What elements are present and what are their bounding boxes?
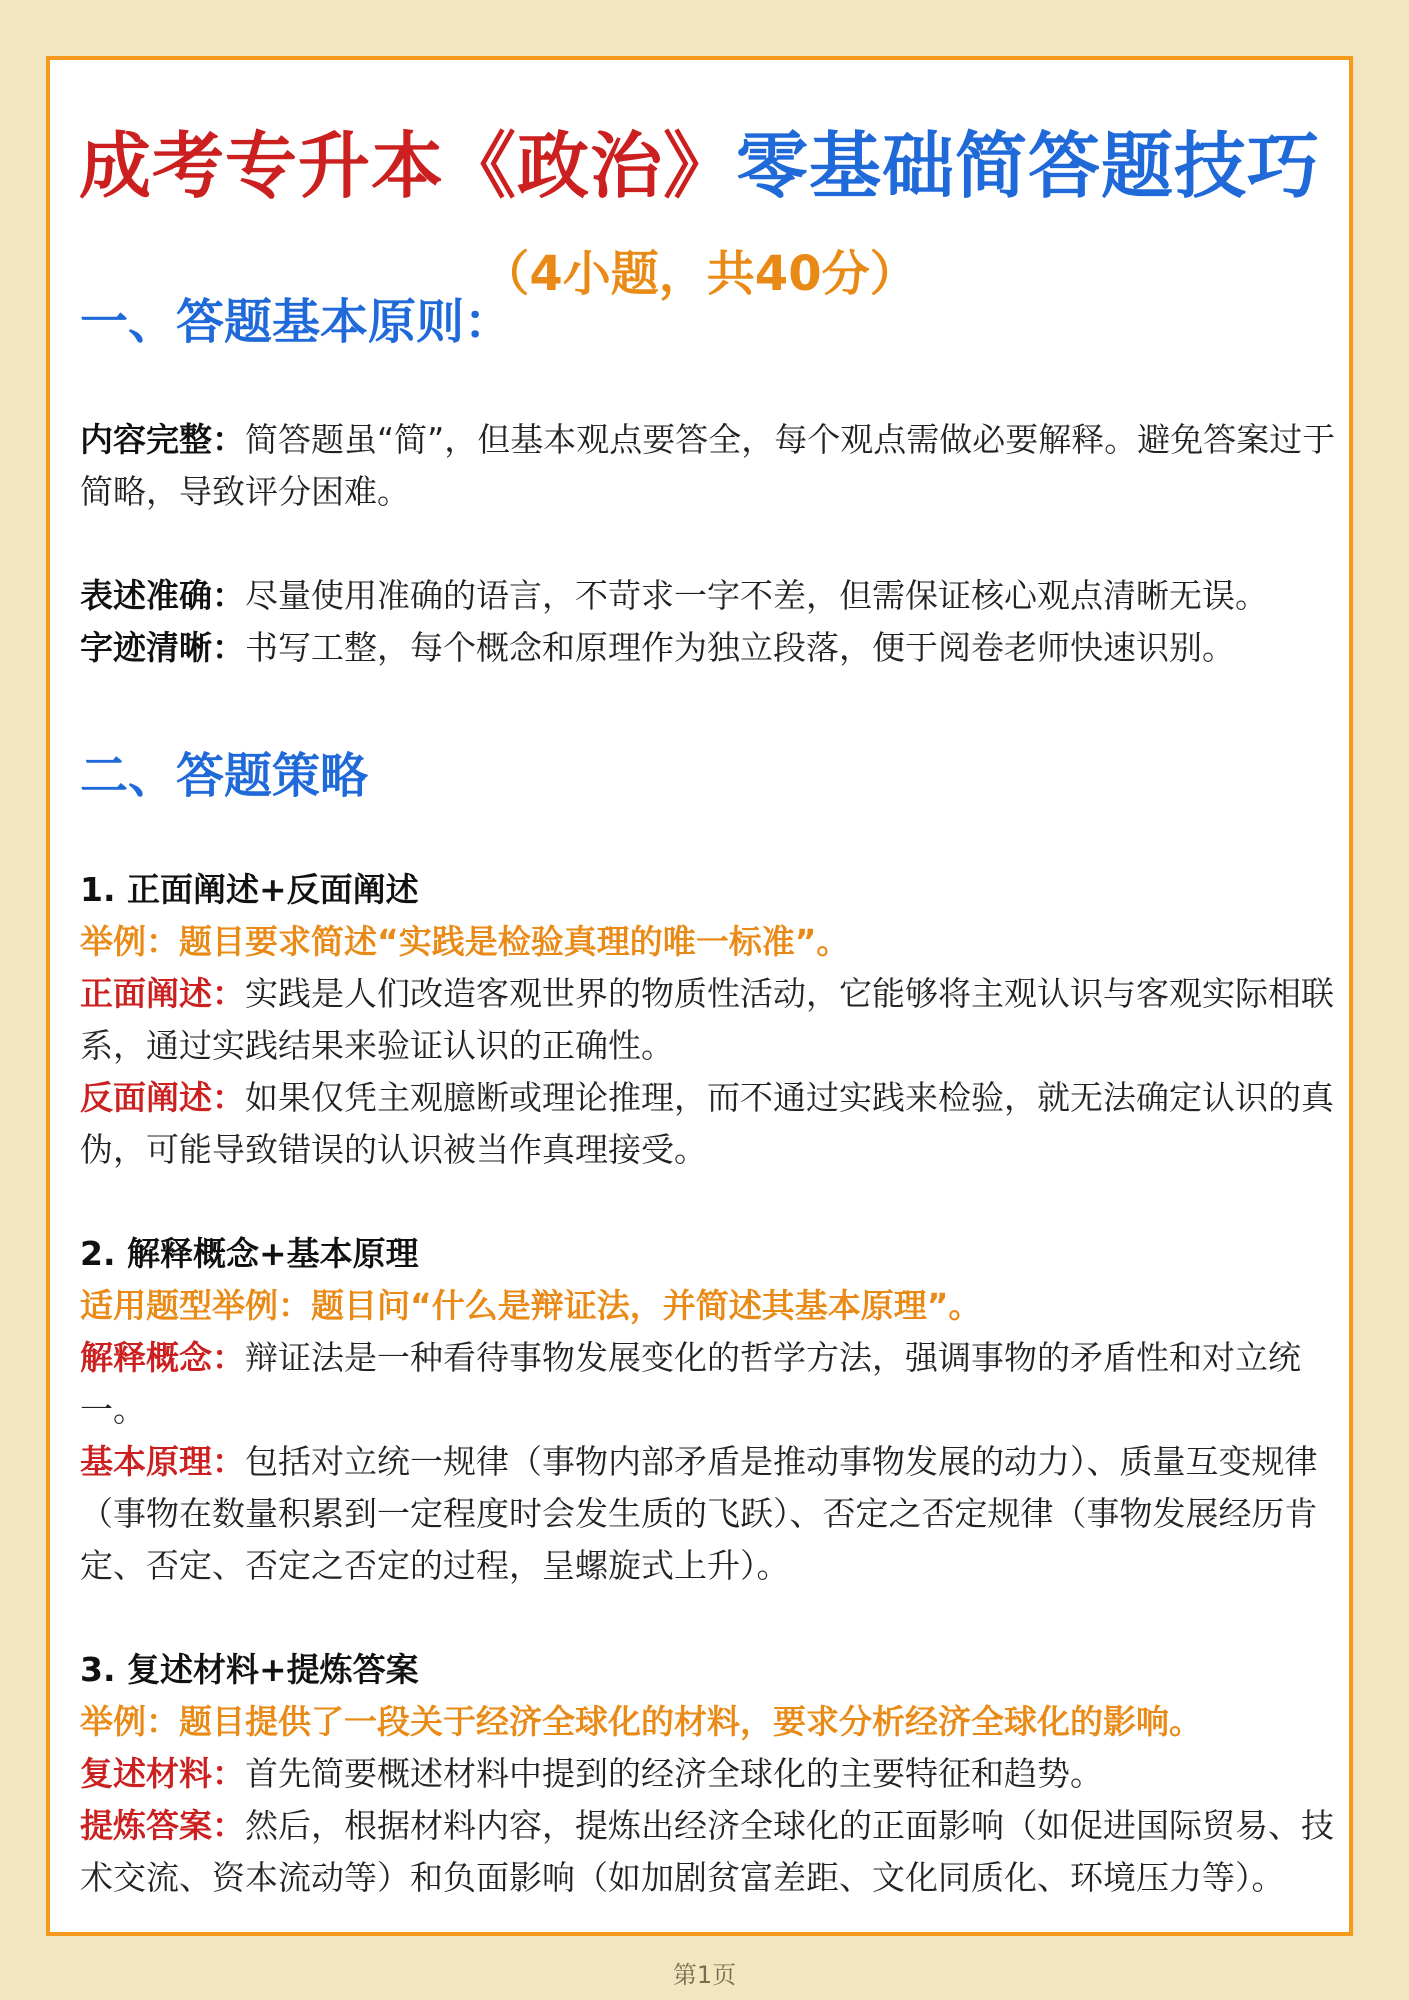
point-text: 包括对立统一规律（事物内部矛盾是推动事物发展的动力）、质量互变规律（事物在数量积累到一定程度时会发生质的飞跃）、否定之否定规律（事物发展经历肯定、否定、否定之否定的过程，呈螺旋式上升）。	[80, 1442, 1318, 1585]
section1-heading: 一、答题基本原则：	[80, 294, 513, 350]
strategy-example: 举例：题目要求简述“实践是检验真理的唯一标准”。	[80, 922, 850, 961]
point-key: 复述材料：	[80, 1754, 245, 1793]
strategy-2	[80, 1228, 1340, 1592]
strategy-example: 适用题型举例：题目问“什么是辩证法，并简述其基本原理”。	[80, 1286, 982, 1325]
point-text: 首先简要概述材料中提到的经济全球化的主要特征和趋势。	[245, 1754, 1103, 1793]
strategy-point	[80, 1800, 1340, 1904]
strategy-3	[80, 1644, 1340, 1904]
principle-item	[80, 570, 1340, 622]
strategy-point	[80, 968, 1340, 1072]
principle-key: 字迹清晰：	[80, 628, 245, 667]
section2-heading: 二、答题策略	[80, 748, 369, 804]
principle-text: 简答题虽“简”，但基本观点要答全，每个观点需做必要解释。避免答案过于简略，导致评分困难。	[80, 420, 1336, 511]
principle-text: 尽量使用准确的语言，不苛求一字不差，但需保证核心观点清晰无误。	[245, 576, 1268, 615]
title-part-red: 成考专升本《政治》	[78, 124, 736, 208]
page-subtitle: （4小题，共40分）	[481, 246, 918, 302]
point-key: 提炼答案：	[80, 1806, 245, 1845]
strategy-point	[80, 1072, 1340, 1176]
page-number: 第1页	[672, 1961, 737, 1989]
point-key: 反面阐述：	[80, 1078, 245, 1117]
strategy-point	[80, 1748, 1340, 1800]
principle-text: 书写工整，每个概念和原理作为独立段落，便于阅卷老师快速识别。	[245, 628, 1235, 667]
strategy-point	[80, 1332, 1340, 1436]
page-title	[50, 116, 1349, 216]
point-key: 正面阐述：	[80, 974, 245, 1013]
principle-item	[80, 622, 1340, 674]
title-part-blue: 零基础简答题技巧	[736, 124, 1321, 208]
principle-key: 内容完整：	[80, 420, 245, 459]
point-text: 如果仅凭主观臆断或理论推理，而不通过实践来检验，就无法确定认识的真伪，可能导致错误的认识被当作真理接受。	[80, 1078, 1334, 1169]
point-key: 解释概念：	[80, 1338, 245, 1377]
principle-key: 表述准确：	[80, 576, 245, 615]
strategy-title: 3. 复述材料+提炼答案	[80, 1650, 419, 1689]
point-text: 然后，根据材料内容，提炼出经济全球化的正面影响（如促进国际贸易、技术交流、资本流动等）和负面影响（如加剧贫富差距、文化同质化、环境压力等）。	[80, 1806, 1334, 1897]
page-card	[46, 56, 1353, 1936]
point-key: 基本原理：	[80, 1442, 245, 1481]
strategy-example: 举例：题目提供了一段关于经济全球化的材料，要求分析经济全球化的影响。	[80, 1702, 1202, 1741]
principle-item	[80, 414, 1340, 518]
strategy-1	[80, 864, 1340, 1176]
point-text: 辩证法是一种看待事物发展变化的哲学方法，强调事物的矛盾性和对立统一。	[80, 1338, 1301, 1429]
point-text: 实践是人们改造客观世界的物质性活动，它能够将主观认识与客观实际相联系，通过实践结果来验证认识的正确性。	[80, 974, 1334, 1065]
strategy-title: 1. 正面阐述+反面阐述	[80, 870, 419, 909]
strategy-title: 2. 解释概念+基本原理	[80, 1234, 419, 1273]
strategy-point	[80, 1436, 1340, 1592]
